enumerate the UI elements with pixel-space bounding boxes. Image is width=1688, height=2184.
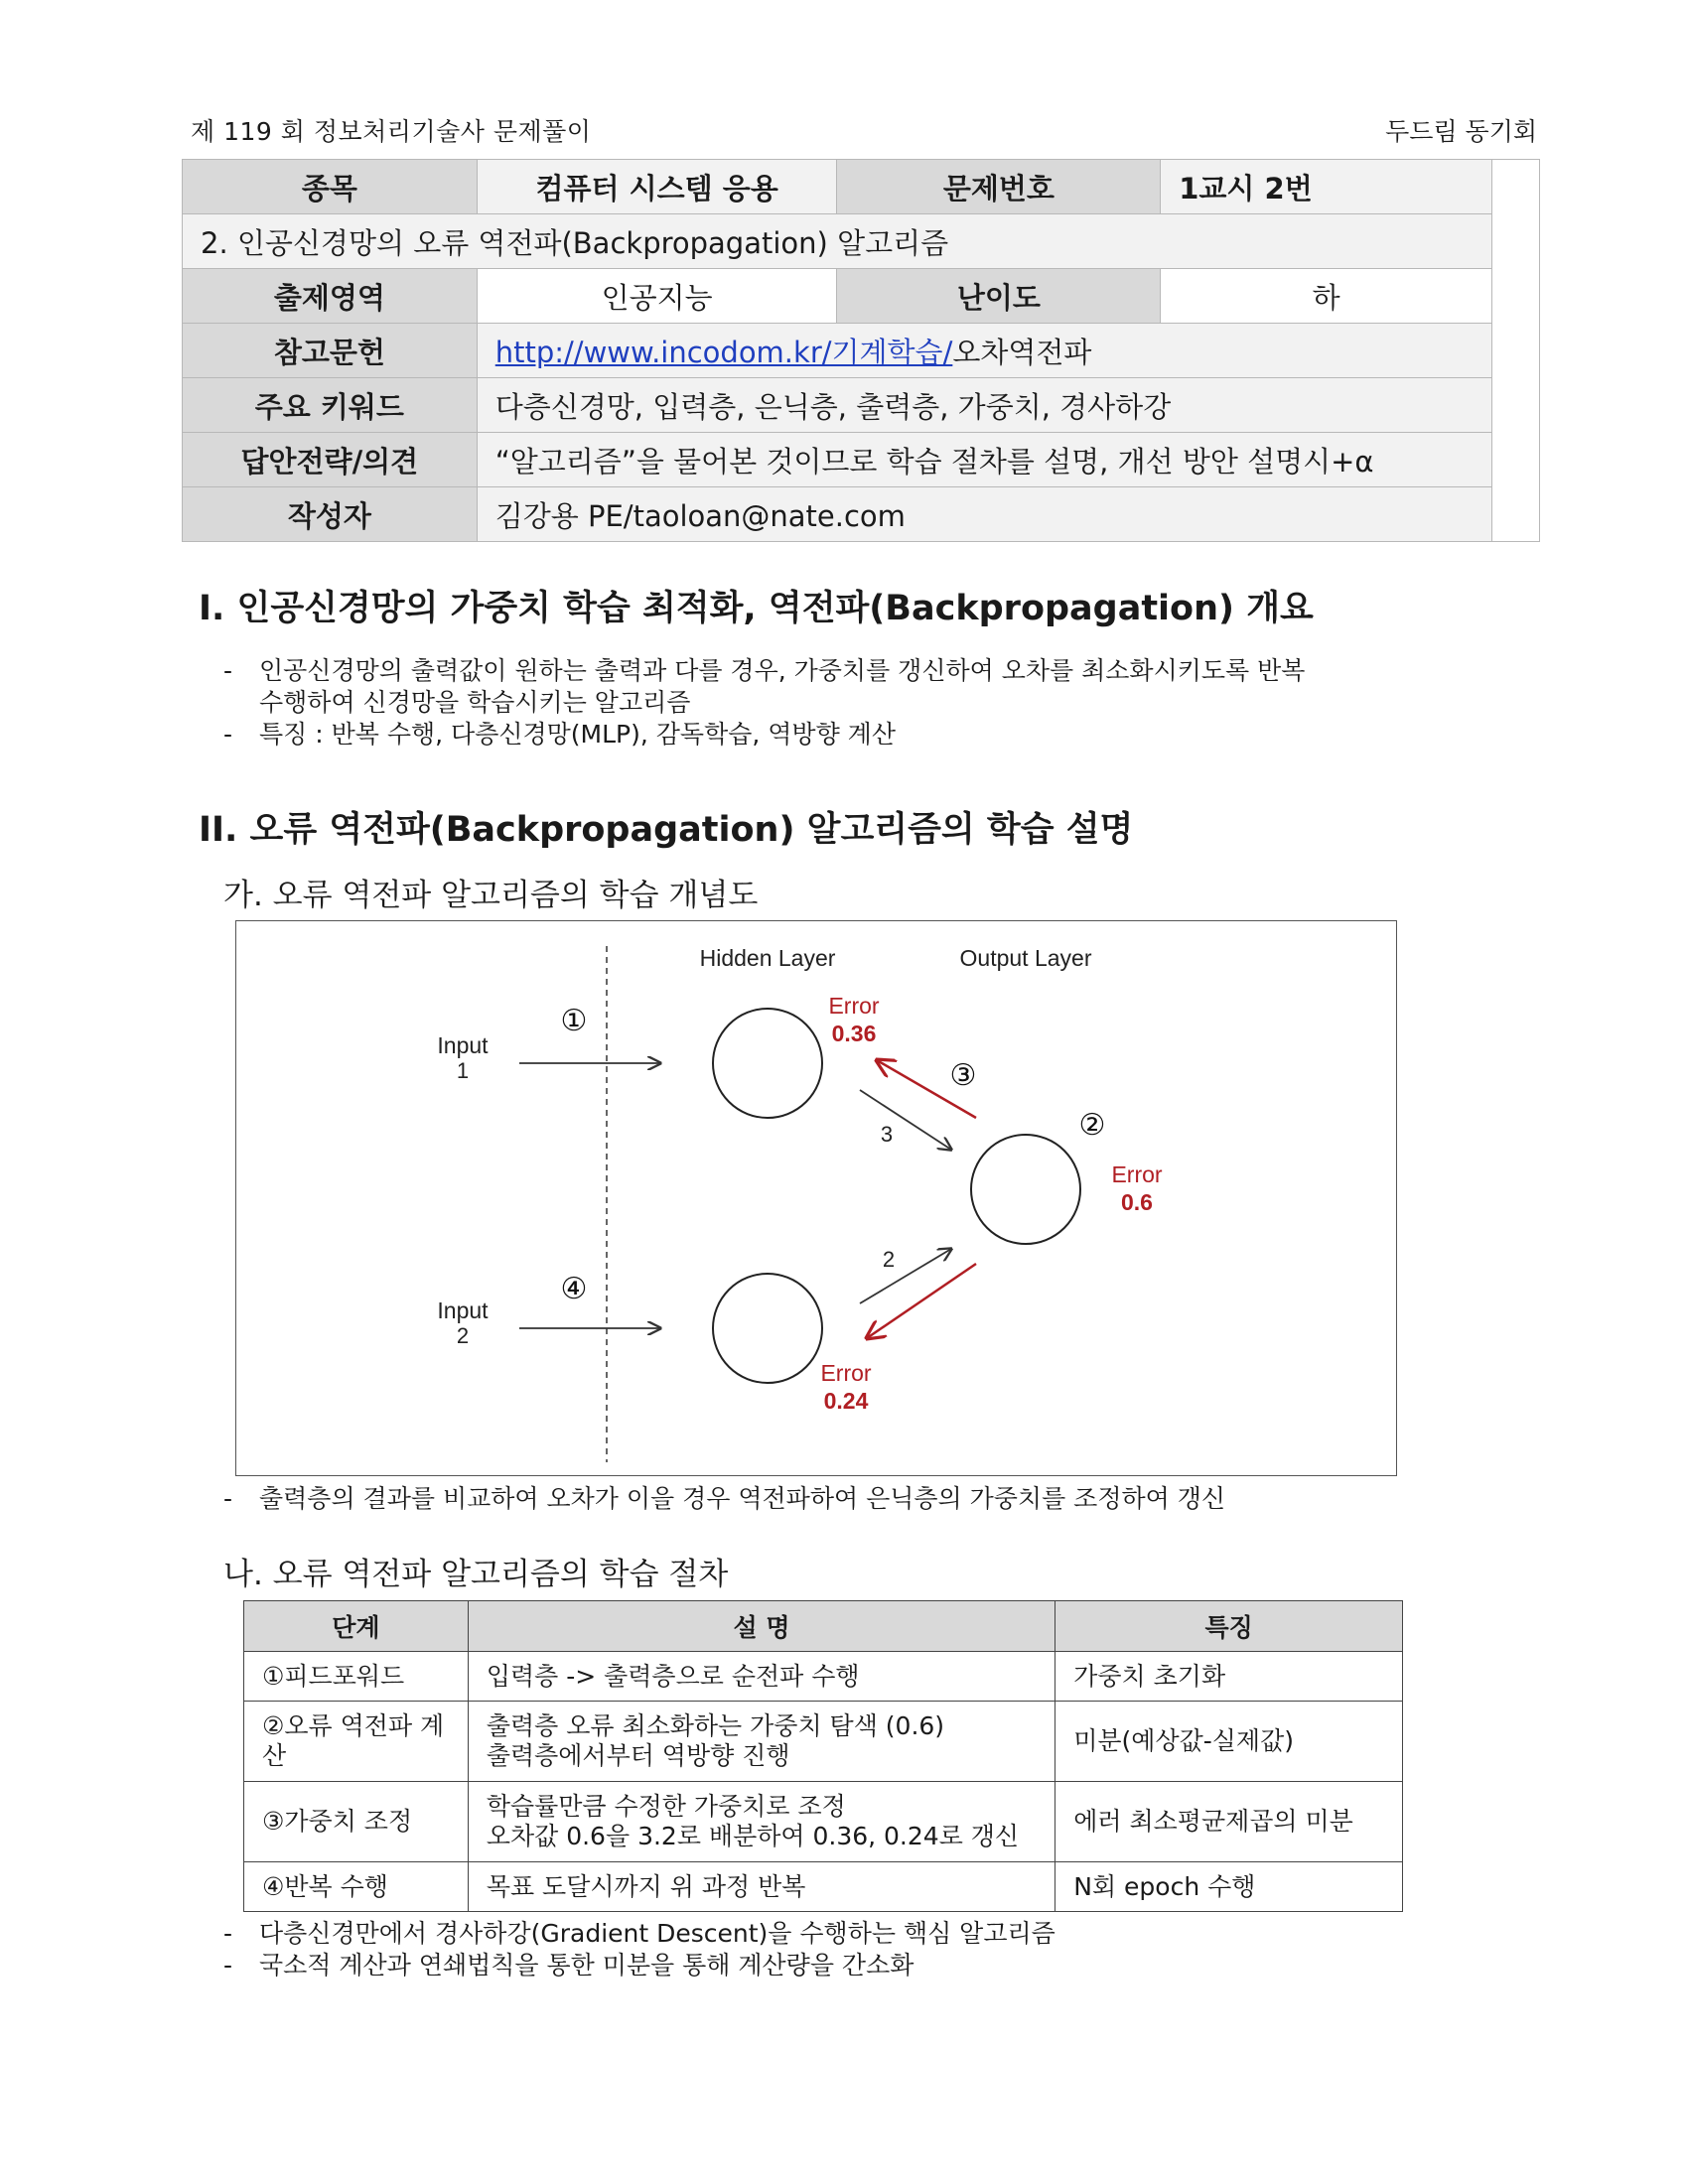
- hidden-node-2: [713, 1274, 822, 1383]
- feature-cell: N회 epoch 수행: [1055, 1862, 1403, 1912]
- area-value: 인공지능: [477, 269, 837, 324]
- input1-number: 1: [456, 1058, 470, 1083]
- table-row: [244, 1862, 1403, 1912]
- step-cell: ①피드포워드: [244, 1652, 469, 1702]
- author-label: 작성자: [183, 487, 478, 542]
- strategy-value: “알고리즘”을 물어본 것이므로 학습 절차를 설명, 개선 방안 설명시+α: [477, 433, 1491, 487]
- reference-label: 참고문헌: [183, 324, 478, 378]
- step3-marker: ③: [949, 1059, 977, 1092]
- category-value: 컴퓨터 시스템 응용: [477, 160, 837, 214]
- step-cell: ④반복 수행: [244, 1862, 469, 1912]
- forward-arrow-top: [860, 1090, 951, 1150]
- section2-title: II. 오류 역전파(Backpropagation) 알고리즘의 학습 설명: [199, 810, 1134, 850]
- steps-table: [243, 1600, 1403, 1912]
- weight-bottom: 2: [882, 1247, 896, 1272]
- table-row: [244, 1782, 1403, 1862]
- area-label: 출제영역: [183, 269, 478, 324]
- reference-link[interactable]: http://www.incodom.kr/기계학습/: [494, 335, 953, 369]
- step1-marker: ①: [560, 1005, 588, 1037]
- reference-suffix: 오차역전파: [952, 335, 1092, 369]
- table-row: [244, 1652, 1403, 1702]
- reference-value: [477, 324, 1491, 378]
- summary-bullet-2-text: 국소적 계산과 연쇄법칙을 통한 미분을 통해 계산량을 간소화: [259, 1951, 914, 1979]
- desc-line: 목표 도달시까지 위 과정 반복: [486, 1871, 806, 1901]
- header-title: 제 119 회 정보처리기술사 문제풀이: [191, 117, 592, 146]
- section1-bullet-1-line2: 수행하여 신경망을 학습시키는 알고리즘: [259, 688, 691, 717]
- keyword-value: 다층신경망, 입력층, 은닉층, 출력층, 가중치, 경사하강: [477, 378, 1491, 433]
- desc-line: 출력층 오류 최소화하는 가중치 탐색 (0.6): [486, 1711, 945, 1740]
- summary-bullet-1-text: 다층신경만에서 경사하강(Gradient Descent)을 수행하는 핵심 알고리즘: [259, 1919, 1055, 1948]
- backprop-arrow-bottom: [867, 1264, 976, 1338]
- subsection-b-title: 나. 오류 역전파 알고리즘의 학습 절차: [223, 1557, 729, 1592]
- steps-header-feature: 특징: [1055, 1601, 1403, 1652]
- input2-number: 2: [456, 1323, 470, 1348]
- diagram-caption-bullet: - 출력층의 결과를 비교하여 오차가 이을 경우 역전파하여 은닉층의 가중치를 조정하여 갱신: [223, 1484, 1226, 1513]
- table-row: [244, 1702, 1403, 1782]
- feature-cell: 미분(예상값-실제값): [1055, 1702, 1403, 1782]
- question-number-value: 1교시 2번: [1161, 160, 1492, 214]
- summary-bullet-2: - 국소적 계산과 연쇄법칙을 통한 미분을 통해 계산량을 간소화: [223, 1951, 914, 1979]
- desc-cell: [468, 1782, 1055, 1862]
- feature-cell: 에러 최소평균제곱의 미분: [1055, 1782, 1403, 1862]
- section1-bullet-1: - 인공신경망의 출력값이 원하는 출력과 다를 경우, 가중치를 갱신하여 오차를 최소화시키도록 반복 수행하여 신경망을 학습시키는 알고리즘: [223, 656, 1306, 717]
- step2-marker: ②: [1078, 1109, 1106, 1142]
- weight-top: 3: [880, 1122, 894, 1147]
- section1-bullet-1-line1: 인공신경망의 출력값이 원하는 출력과 다를 경우, 가중치를 갱신하여 오차를 최소화시키도록 반복: [259, 656, 1306, 685]
- step-cell: ②오류 역전파 계산: [244, 1702, 469, 1782]
- backprop-diagram: [235, 920, 1397, 1476]
- keyword-label: 주요 키워드: [183, 378, 478, 433]
- desc-line: 학습률만큼 수정한 가중치로 조정: [486, 1792, 846, 1821]
- desc-line: 출력층에서부터 역방향 진행: [486, 1741, 790, 1770]
- desc-line: 오차값 0.6을 3.2로 배분하여 0.36, 0.24로 갱신: [486, 1822, 1020, 1850]
- hidden-node-1: [713, 1009, 822, 1118]
- desc-cell: [468, 1862, 1055, 1912]
- step4-marker: ④: [560, 1273, 588, 1305]
- error-output-value: 0.6: [1121, 1189, 1153, 1215]
- input2-label: Input: [437, 1297, 489, 1323]
- feature-cell: 가중치 초기화: [1055, 1652, 1403, 1702]
- desc-line: 입력층 -> 출력층으로 순전파 수행: [486, 1661, 860, 1691]
- question-number-label: 문제번호: [837, 160, 1161, 214]
- difficulty-value: 하: [1161, 269, 1492, 324]
- summary-bullet-1: - 다층신경만에서 경사하강(Gradient Descent)을 수행하는 핵심 알고리즘: [223, 1919, 1055, 1948]
- output-layer-label: Output Layer: [959, 945, 1092, 971]
- forward-arrow-bottom: [860, 1249, 951, 1303]
- step-cell: ③가중치 조정: [244, 1782, 469, 1862]
- author-value: 김강용 PE/taoloan@nate.com: [477, 487, 1491, 542]
- output-node: [971, 1135, 1080, 1244]
- error-hidden1-value: 0.36: [831, 1021, 877, 1046]
- error-hidden2-word: Error: [820, 1360, 872, 1386]
- steps-header-step: 단계: [244, 1601, 469, 1652]
- section1-bullet-2-text: 특징 : 반복 수행, 다층신경망(MLP), 감독학습, 역방향 계산: [259, 720, 896, 749]
- hidden-layer-label: Hidden Layer: [699, 945, 836, 971]
- header-group: 두드림 동기회: [1385, 117, 1537, 146]
- category-label: 종목: [183, 160, 478, 214]
- difficulty-label: 난이도: [837, 269, 1161, 324]
- section1-bullet-2: - 특징 : 반복 수행, 다층신경망(MLP), 감독학습, 역방향 계산: [223, 720, 896, 749]
- desc-cell: [468, 1652, 1055, 1702]
- error-hidden1-word: Error: [828, 993, 880, 1019]
- input1-label: Input: [437, 1032, 489, 1058]
- subsection-a-title: 가. 오류 역전파 알고리즘의 학습 개념도: [223, 878, 759, 913]
- diagram-caption-text: 출력층의 결과를 비교하여 오차가 이을 경우 역전파하여 은닉층의 가중치를 조정하여 갱신: [259, 1484, 1226, 1513]
- question-info-table: [182, 159, 1540, 542]
- question-title: 2. 인공신경망의 오류 역전파(Backpropagation) 알고리즘: [183, 214, 1492, 269]
- steps-header-desc: 설 명: [468, 1601, 1055, 1652]
- section1-title: I. 인공신경망의 가중치 학습 최적화, 역전파(Backpropagation) 개요: [199, 589, 1314, 628]
- strategy-label: 답안전략/의견: [183, 433, 478, 487]
- error-output-word: Error: [1111, 1161, 1163, 1187]
- desc-cell: [468, 1702, 1055, 1782]
- error-hidden2-value: 0.24: [823, 1388, 869, 1414]
